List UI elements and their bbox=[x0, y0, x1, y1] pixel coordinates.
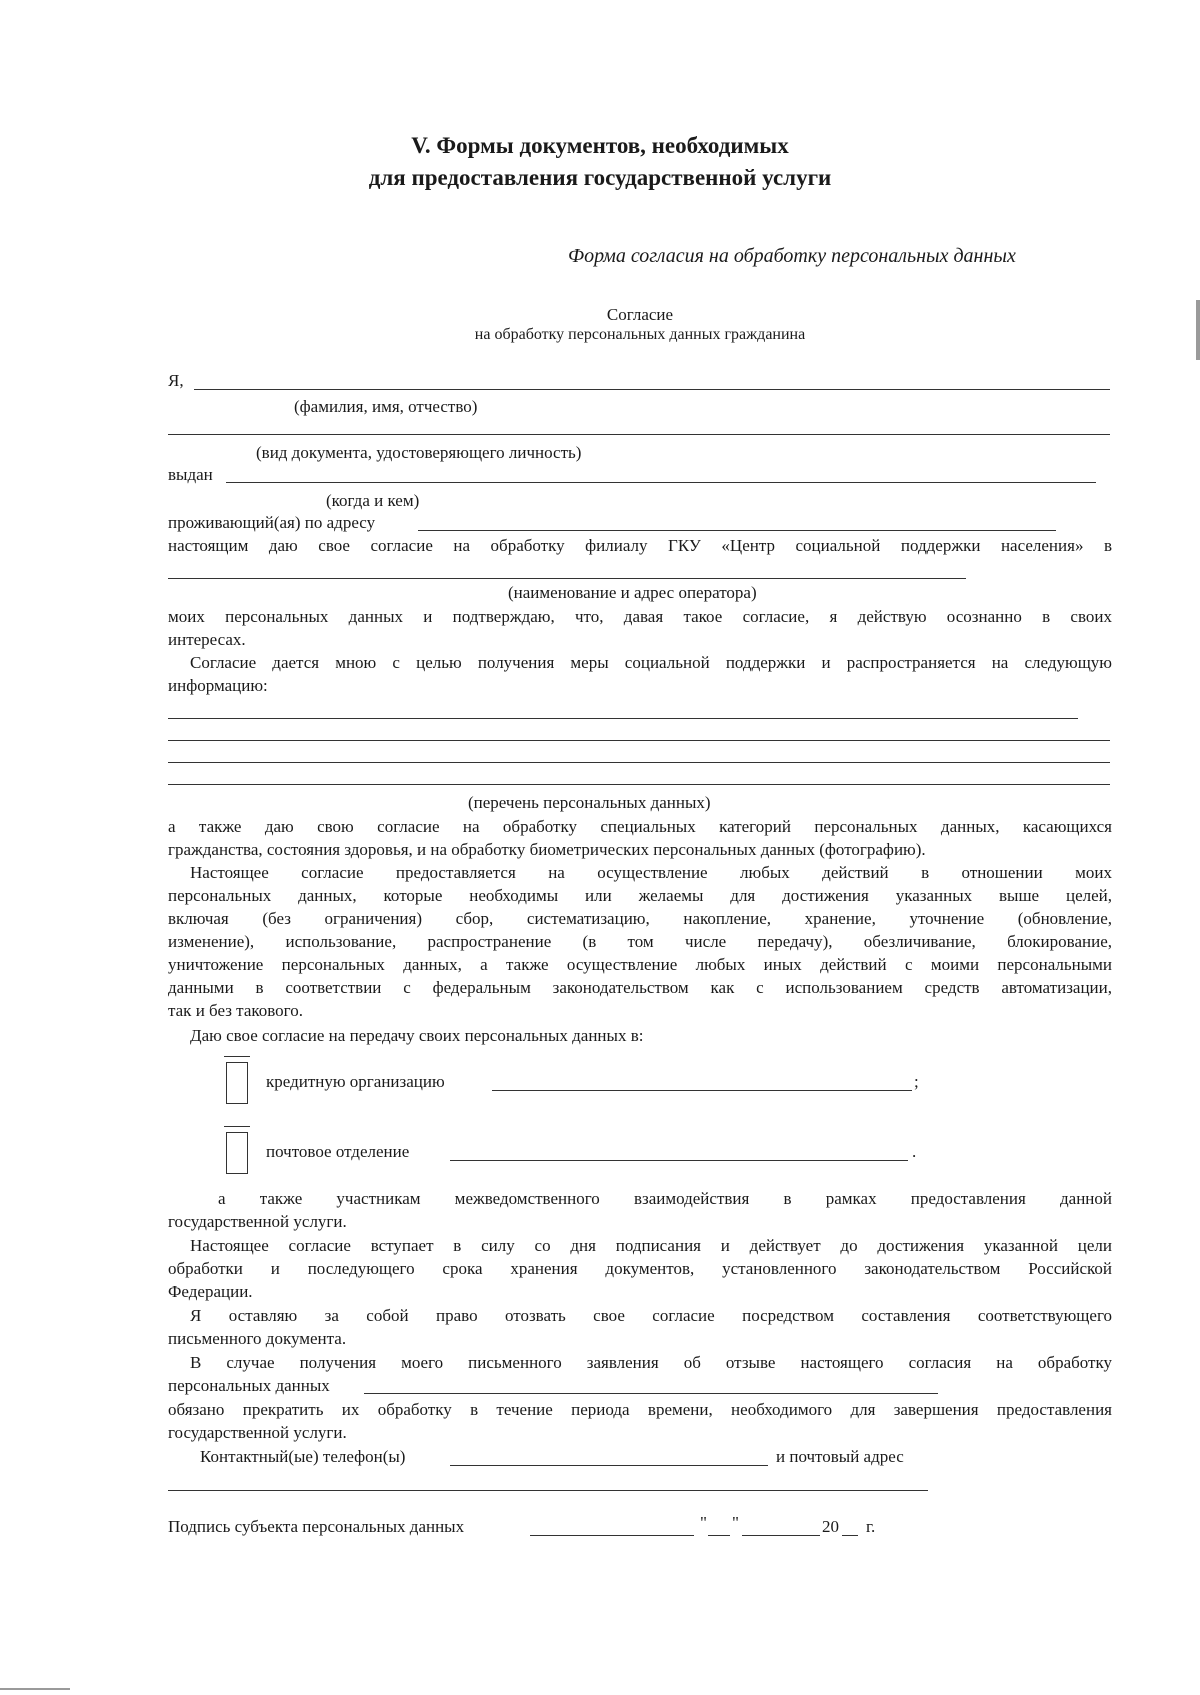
pd-list-line-4[interactable] bbox=[168, 784, 1110, 785]
withdraw-line-1: В случае получения моего письменного заявления об отзыве настоящего согласия на обработку bbox=[190, 1353, 1112, 1372]
document-title-line-2: для предоставления государственной услуги bbox=[368, 165, 832, 190]
issued-label: выдан bbox=[168, 465, 213, 484]
actions-line-5: уничтожение персональных данных, а также осуществление любых иных действий с моими персональными bbox=[168, 955, 1112, 974]
signature-label: Подпись субъекта персональных данных bbox=[168, 1517, 465, 1536]
effective-line-1: Настоящее согласие вступает в силу со дня подписания и действует до достижения указанной цели bbox=[190, 1236, 1112, 1255]
form-name: Форма согласия на обработку персональных данных bbox=[568, 245, 1016, 267]
year-suffix: г. bbox=[866, 1517, 876, 1536]
contact-phone-label: Контактный(ые) телефон(ы) bbox=[200, 1447, 406, 1466]
consent-subheading: на обработку персональных данных гражданина bbox=[474, 326, 806, 343]
effective-line-2: обработки и последующего срока хранения документов, установленного законодательством Российской bbox=[168, 1259, 1112, 1278]
document-title-line-1: V. Формы документов, необходимых bbox=[411, 133, 789, 158]
pd-list-line-2[interactable] bbox=[168, 740, 1110, 741]
issued-caption: (когда и кем) bbox=[326, 491, 420, 510]
quote-close: " bbox=[732, 1513, 739, 1532]
revoke-line-1: Я оставляю за собой право отозвать свое согласие посредством составления соответствующего bbox=[190, 1306, 1112, 1325]
checkbox-post[interactable] bbox=[226, 1132, 248, 1174]
purpose-line-1: Согласие дается мною с целью получения меры социальной поддержки и распространяется на следующую bbox=[190, 653, 1112, 672]
fio-caption: (фамилия, имя, отчество) bbox=[294, 397, 478, 416]
contact-phone-line[interactable] bbox=[450, 1465, 768, 1466]
quote-open: " bbox=[700, 1513, 707, 1532]
pd-list-line-1[interactable] bbox=[168, 718, 1078, 719]
withdraw-line-2: персональных данных bbox=[168, 1376, 330, 1395]
signature-line[interactable] bbox=[530, 1535, 694, 1536]
participants-line-1: а также участникам межведомственного взаимодействия в рамках предоставления данной bbox=[218, 1189, 1112, 1208]
year-prefix: 20 bbox=[822, 1517, 839, 1536]
post-end: . bbox=[912, 1142, 917, 1161]
option-post-label: почтовое отделение bbox=[266, 1142, 410, 1161]
year-line[interactable] bbox=[842, 1535, 858, 1536]
actions-line-4: изменение), использование, распространение (в том числе передачу), обезличивание, блокирование, bbox=[168, 932, 1112, 951]
checkbox-top-mark bbox=[224, 1126, 250, 1127]
participants-line-2: государственной услуги. bbox=[168, 1212, 347, 1231]
actions-line-1: Настоящее согласие предоставляется на осуществление любых действий в отношении моих bbox=[190, 863, 1112, 882]
fio-line[interactable] bbox=[194, 389, 1110, 390]
revoke-line-2: письменного документа. bbox=[168, 1329, 347, 1348]
option-credit-label: кредитную организацию bbox=[266, 1072, 445, 1091]
effective-line-3: Федерации. bbox=[168, 1282, 253, 1301]
actions-line-7: так и без такового. bbox=[168, 1001, 303, 1020]
actions-line-2: персональных данных, которые необходимы или желаемы для достижения указанных выше целей, bbox=[168, 886, 1112, 905]
operator-line[interactable] bbox=[168, 578, 966, 579]
withdraw-line-3: обязано прекратить их обработку в течение периода времени, необходимого для завершения предоставления bbox=[168, 1400, 1112, 1419]
pd-list-caption: (перечень персональных данных) bbox=[468, 793, 711, 812]
credit-org-line[interactable] bbox=[492, 1090, 912, 1091]
actions-line-3: включая (без ограничения) сбор, систематизацию, накопление, хранение, уточнение (обновление, bbox=[168, 909, 1112, 928]
consent-operator-text: настоящим даю свое согласие на обработку филиалу ГКУ «Центр социальной поддержки населения» в bbox=[168, 536, 1112, 555]
pd-list-line-3[interactable] bbox=[168, 762, 1110, 763]
address-line[interactable] bbox=[418, 530, 1056, 531]
withdraw-line-4: государственной услуги. bbox=[168, 1423, 347, 1442]
ya-label: Я, bbox=[168, 371, 184, 390]
day-line[interactable] bbox=[708, 1535, 730, 1536]
operator-caption: (наименование и адрес оператора) bbox=[508, 583, 757, 602]
credit-end: ; bbox=[914, 1072, 919, 1091]
month-line[interactable] bbox=[742, 1535, 820, 1536]
contact-address-line[interactable] bbox=[168, 1490, 928, 1491]
special-line-2: гражданства, состояния здоровья, и на обработку биометрических персональных данных (фотографию). bbox=[168, 840, 926, 859]
post-office-line[interactable] bbox=[450, 1160, 908, 1161]
special-line-1: а также даю свою согласие на обработку специальных категорий персональных данных, касающихся bbox=[168, 817, 1112, 836]
residing-label: проживающий(ая) по адресу bbox=[168, 513, 376, 532]
scan-edge-mark bbox=[0, 1688, 70, 1690]
transfer-intro: Даю свое согласие на передачу своих персональных данных в: bbox=[190, 1026, 644, 1045]
my-data-line-1: моих персональных данных и подтверждаю, что, давая такое согласие, я действую осознанно в своих bbox=[168, 607, 1112, 626]
contact-address-label: и почтовый адрес bbox=[776, 1447, 904, 1466]
id-document-line[interactable] bbox=[168, 434, 1110, 435]
purpose-line-2: информацию: bbox=[168, 676, 268, 695]
issued-line[interactable] bbox=[226, 482, 1096, 483]
withdraw-line[interactable] bbox=[364, 1393, 938, 1394]
id-document-caption: (вид документа, удостоверяющего личность) bbox=[256, 443, 582, 462]
checkbox-top-mark bbox=[224, 1056, 250, 1057]
actions-line-6: данными в соответствии с федеральным законодательством как с использованием средств автоматизации, bbox=[168, 978, 1112, 997]
my-data-line-2: интересах. bbox=[168, 630, 246, 649]
checkbox-credit[interactable] bbox=[226, 1062, 248, 1104]
consent-heading: Согласие bbox=[606, 305, 674, 324]
